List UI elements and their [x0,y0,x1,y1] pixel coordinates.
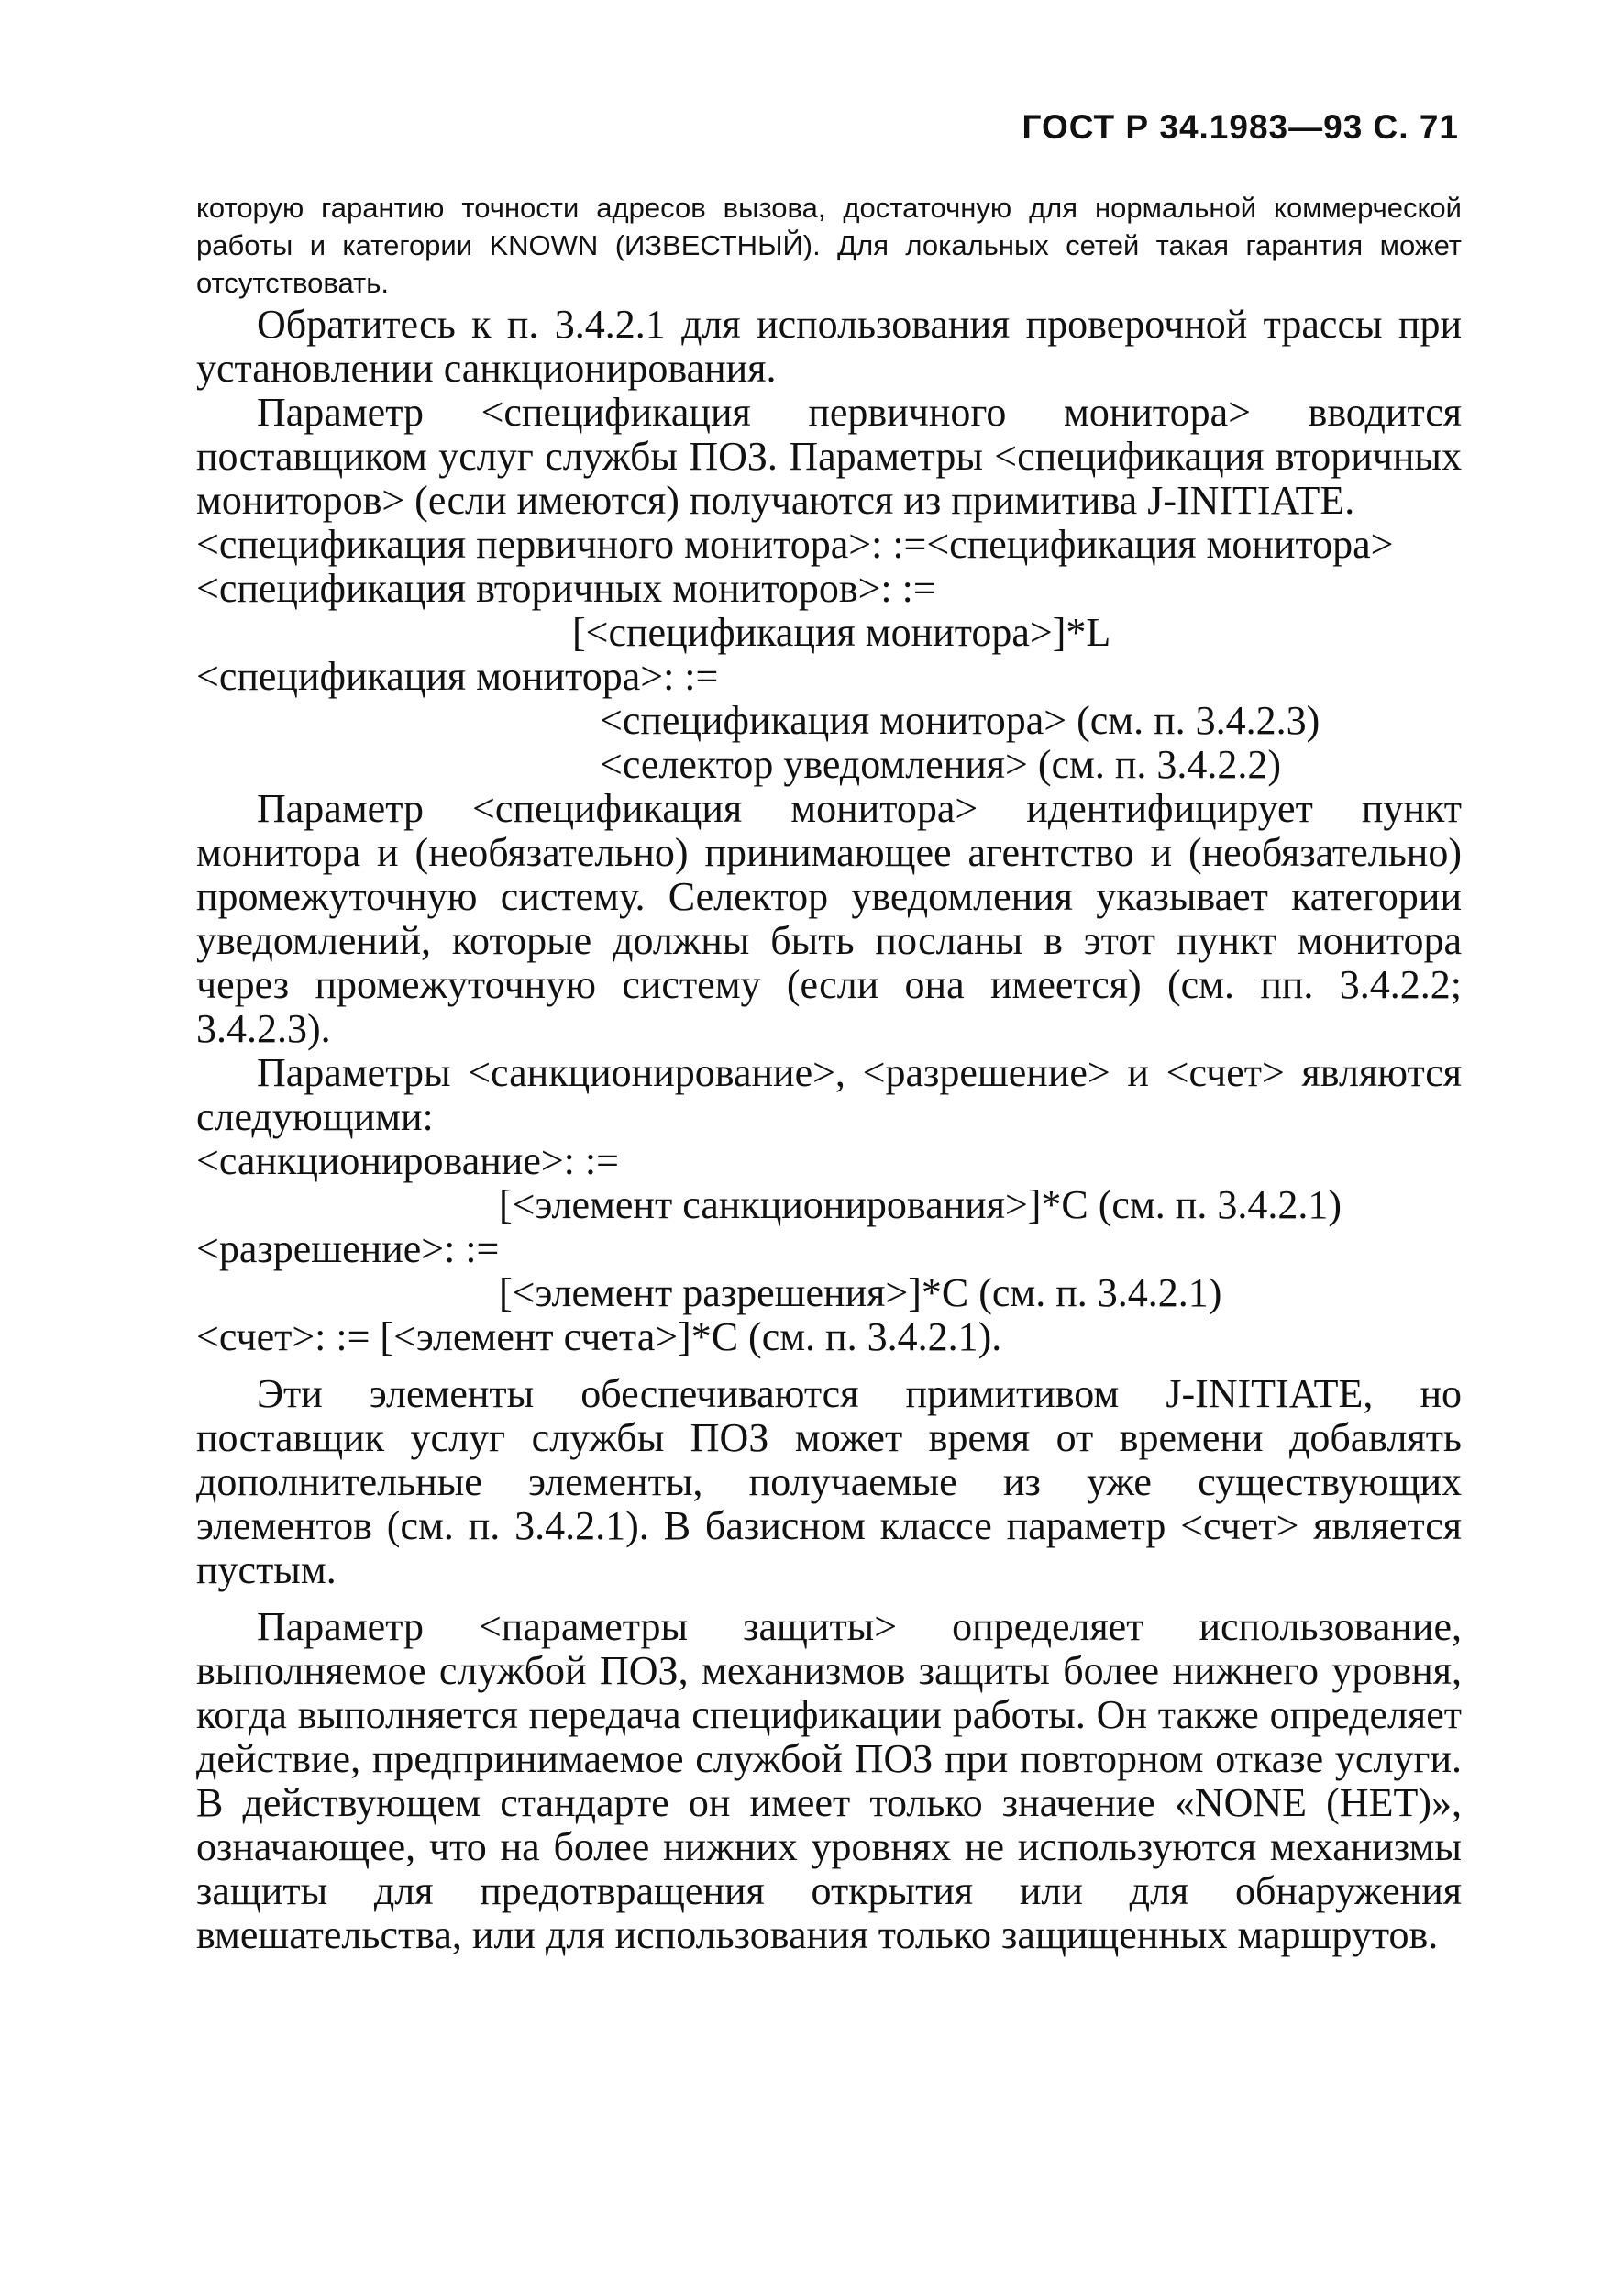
formula-permission-def: [<элемент разрешения>]*C (см. п. 3.4.2.1) [499,1270,1222,1315]
paragraph-security: Параметр <параметры защиты> определяет использование, выполняемое службой ПОЗ, механизмов защиты более нижнего уровня, когда выполняется передача спецификации работы. Он также определяет действие, предпринимаемое службой ПОЗ при повторном отказе услуги. В действующем стандарте он имеет только значение «NONE (НЕТ)», означающее, что на более нижних уровнях не используются механизмы защиты для предотвращения открытия или для обнаружения вмешательства, или для использования только защищенных маршрутов. [196,1604,1462,1957]
formula-sanction: <санкционирование>: := [196,1138,619,1183]
formula-secondary-monitors: <спецификация вторичных мониторов>: := [196,566,936,611]
formula-sanction-def: [<элемент санкционирования>]*C (см. п. 3.4.2.1) [499,1182,1342,1227]
intro-paragraph: которую гарантию точности адресов вызова, достаточную для нормальной коммерческой работы и категории KNOWN (ИЗВЕСТНЫЙ). Для локальных сетей такая гарантия может отсутствовать. [196,192,1462,299]
formula-monitor-spec-def-2: <селектор уведомления> (см. п. 3.4.2.2) [600,742,1282,787]
paragraph-primary-monitor: Параметр <спецификация первичного монитора> вводится поставщиком услуг службы ПОЗ. Параметры <спецификация вторичных мониторов> (если имеются) получаются из примитива J-INITIATE. [196,390,1462,523]
formula-monitor-spec-def-1: <спецификация монитора> (см. п. 3.4.2.3) [600,698,1320,743]
formula-monitor-spec: <спецификация монитора>: := [196,654,719,699]
formula-primary-monitor: <спецификация первичного монитора>: :=<спецификация монитора> [196,522,1394,567]
formula-account: <счет>: := [<элемент счета>]*C (см. п. 3.4.2.1). [196,1314,1002,1359]
paragraph-monitor-spec: Параметр <спецификация монитора> идентифицирует пункт монитора и (необязательно) принимающее агентство и (необязательно) промежуточную систему. Селектор уведомления указывает категории уведомлений, которые должны быть посланы в этот пункт монитора через промежуточную систему (если она имеется) (см. пп. 3.4.2.2; 3.4.2.3). [196,786,1462,1051]
page-header: ГОСТ Р 34.1983—93 С. 71 [1022,108,1459,146]
main-text [196,303,1462,1957]
formula-permission: <разрешение>: := [196,1226,500,1271]
paragraph-elements: Эти элементы обеспечиваются примитивом J-INITIATE, но поставщик услуг службы ПОЗ может время от времени добавлять дополнительные элементы, получаемые из уже существующих элементов (см. п. 3.4.2.1). В базисном классе параметр <счет> является пустым. [196,1371,1462,1592]
formula-secondary-monitors-def: [<спецификация монитора>]*L [572,610,1111,655]
paragraph-parameters: Параметры <санкционирование>, <разрешение> и <счет> являются следующими: [196,1050,1462,1139]
paragraph-audit-trail: Обратитесь к п. 3.4.2.1 для использования проверочной трассы при установлении санкционирования. [196,302,1462,391]
